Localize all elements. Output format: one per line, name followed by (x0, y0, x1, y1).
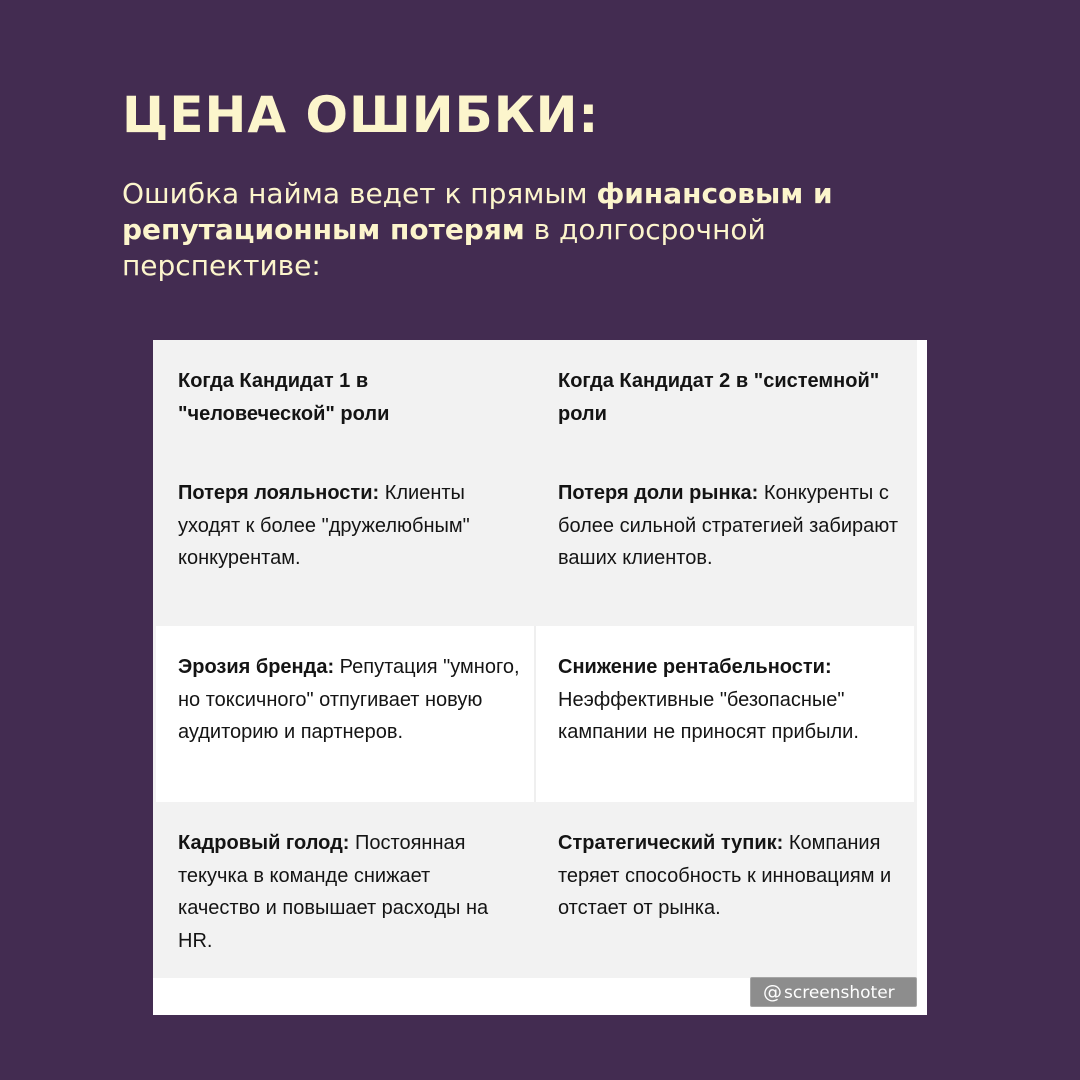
table-cell-left (178, 452, 508, 626)
row-border-left (153, 626, 156, 802)
screenshot-frame (153, 340, 927, 1015)
table-row (153, 452, 917, 626)
intro-text-bold: финансовым и репутационным потерям (122, 177, 833, 246)
cell-description: Постоянная текучка в команде снижает качество и повышает расходы на HR. (178, 832, 489, 952)
intro-text-end: в долгосрочной перспективе: (122, 213, 766, 282)
screenshoter-watermark (750, 977, 917, 1007)
table-cell-right (558, 802, 898, 978)
cell-term: Эрозия бренда: (178, 656, 335, 678)
cell-term: Потеря лояльности: (178, 482, 380, 504)
header-cell-candidate-2 (558, 340, 898, 452)
table-cell-right (536, 626, 917, 802)
table-row (153, 626, 917, 802)
watermark-label: screenshoter (784, 983, 895, 1003)
cell-description: Неэффективные "безопасные" кампании не приносят прибыли. (558, 688, 859, 743)
cell-term: Кадровый голод: (178, 832, 350, 854)
at-icon: @ (763, 981, 782, 1003)
table-row (153, 802, 917, 978)
cell-term: Снижение рентабельности: (558, 656, 832, 678)
table-cell-right (558, 452, 898, 626)
cell-description: Компания теряет способность к инновациям и отстает от рынка. (558, 832, 892, 919)
row-border-right (914, 626, 917, 802)
cell-description: Клиенты уходят к более "дружелюбным" конкурентам. (178, 482, 470, 569)
intro-paragraph (122, 176, 922, 284)
cell-description: Репутация "умного, но токсичного" отпугивает новую аудиторию и партнеров. (178, 656, 520, 743)
table-cell-left (153, 626, 534, 802)
cell-term: Стратегический тупик: (558, 832, 784, 854)
cell-description: Конкуренты с более сильной стратегией забирают ваших клиентов. (558, 482, 898, 569)
header-label-candidate-2: Когда Кандидат 2 в "системной" роли (558, 370, 880, 425)
table-cell-left (178, 802, 508, 978)
header-cell-candidate-1 (178, 340, 508, 452)
comparison-table (153, 340, 917, 978)
page-title: ЦЕНА ОШИБКИ: (122, 86, 600, 144)
table-header-row (153, 340, 917, 452)
intro-text-start: Ошибка найма ведет к прямым (122, 177, 597, 210)
header-label-candidate-1: Когда Кандидат 1 в "человеческой" роли (178, 370, 390, 425)
cell-term: Потеря доли рынка: (558, 482, 759, 504)
